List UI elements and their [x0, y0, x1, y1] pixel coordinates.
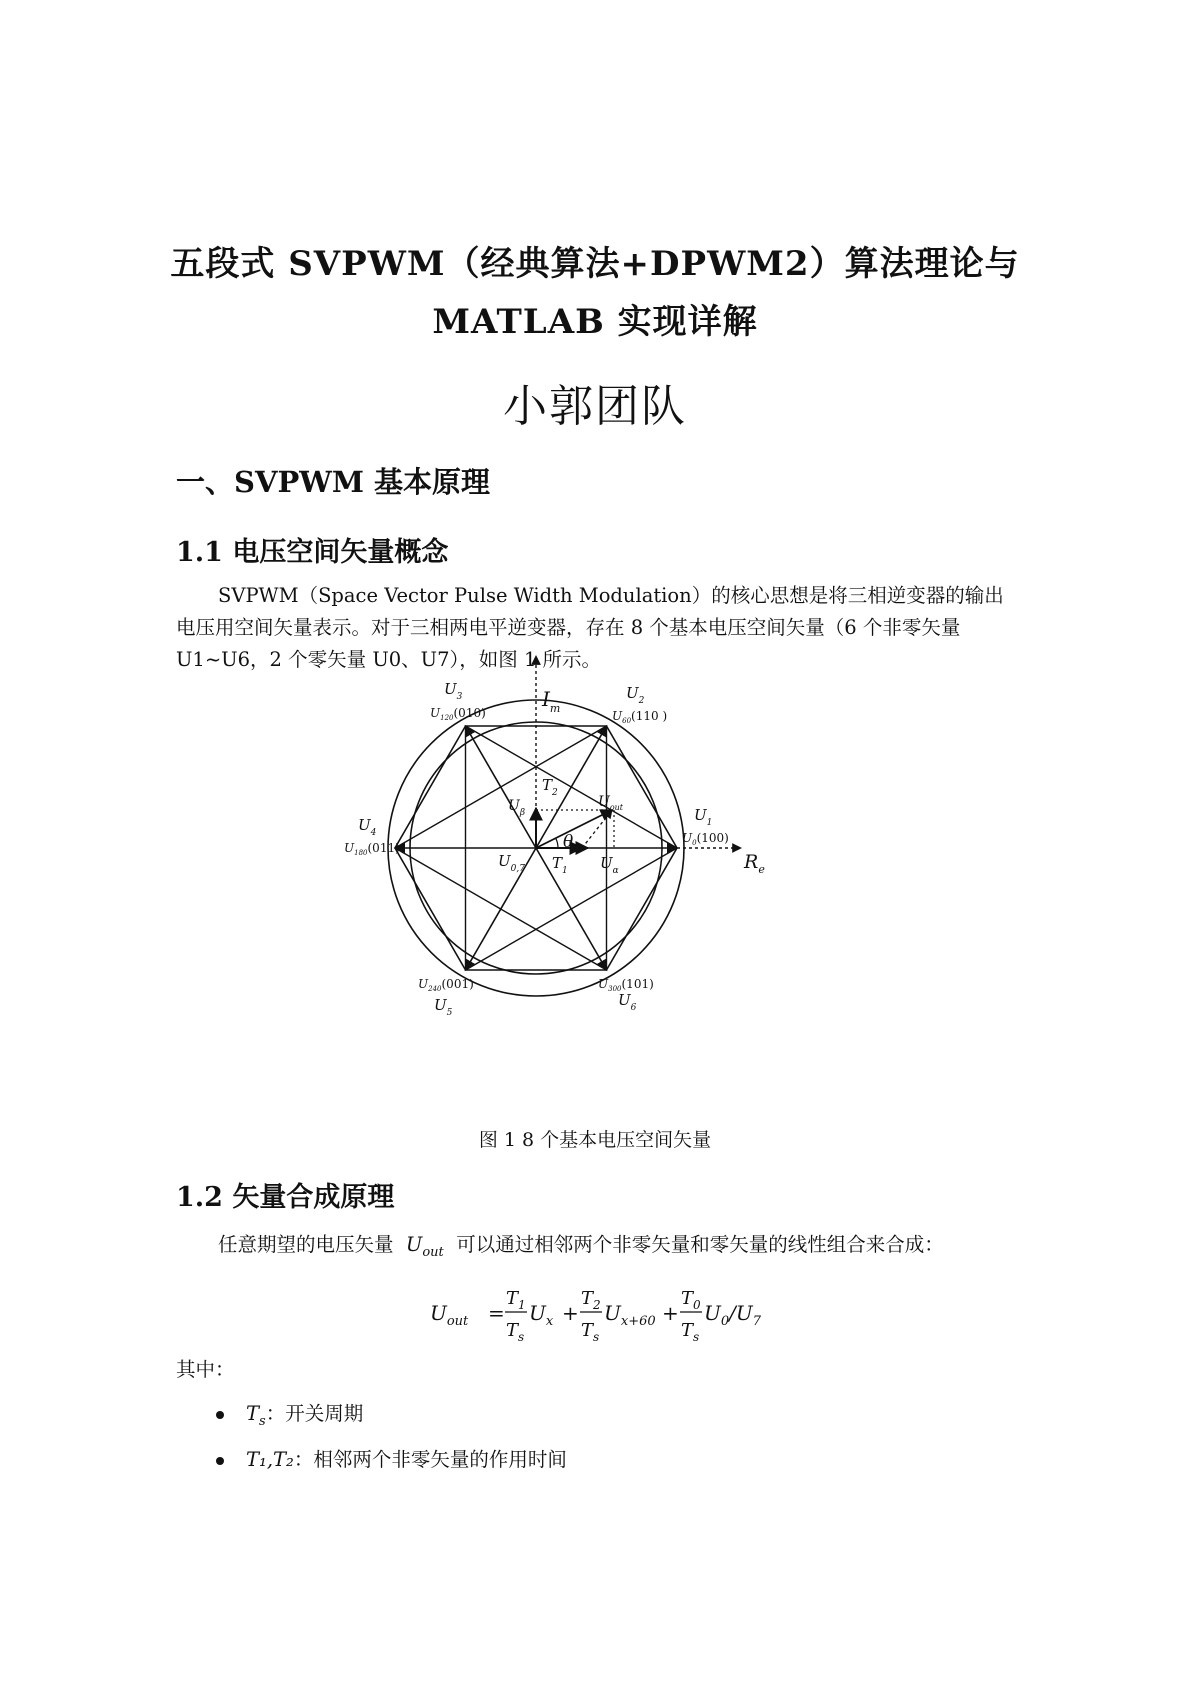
uout-inline [400, 1233, 450, 1260]
figure-caption: 图 1 8 个基本电压空间矢量 [478, 1129, 712, 1151]
vector-u6 [536, 848, 607, 970]
subsection-heading-1-1: 1.1 电压空间矢量概念 [176, 537, 449, 568]
label-u5-code: $U_{240}(001)$ [418, 977, 474, 993]
svg-text:Uout: $U_{out}$ [430, 1301, 469, 1329]
symbol-ts [246, 1402, 266, 1429]
label-ualpha: $U_\alpha$ [600, 854, 619, 876]
uout-inline-sub: out [422, 1244, 444, 1260]
symbol-t1-t2: T₁,T₂ [246, 1448, 294, 1471]
label-u3-code: $U_{120}(010)$ [430, 706, 486, 722]
definition-list [176, 1398, 567, 1490]
label-u2: $U_2$ [626, 684, 645, 706]
svg-text:Ux+60: $U_{x+60}$ [604, 1301, 656, 1329]
author: 小郭团队 [503, 381, 687, 432]
title-line-2: MATLAB 实现详解 [432, 302, 758, 342]
bullet-icon [216, 1457, 224, 1465]
symbol-ts-sub: s [259, 1413, 266, 1429]
label-u4: $U_4$ [358, 816, 377, 838]
paragraph-vector-concept: SVPWM（Space Vector Pulse Width Modulation）的核心思想是将三相逆变器的输出电压用空间矢量表示。对于三相两电平逆变器，存在 8 个基本电压空间矢量（6 个非零矢量 U1~U6，2 个零矢量 U0、U7），如图 1 所示。 [176, 584, 1004, 671]
label-u5: $U_5$ [434, 996, 453, 1018]
svg-text:T2: $T_2$ [581, 1288, 601, 1312]
uout-inline-symbol: U [405, 1233, 423, 1256]
label-t1: $T_1$ [552, 854, 568, 876]
label-u6-code: $U_{300}(101)$ [598, 977, 654, 993]
list-item [176, 1398, 567, 1444]
label-u07: $U_{0,7}$ [498, 852, 525, 874]
svg-text:=: = [488, 1301, 505, 1325]
svg-text:Ts: $T_s$ [506, 1320, 525, 1344]
label-u3: $U_3$ [444, 680, 463, 702]
where-label: 其中： [176, 1358, 235, 1381]
svg-text:Ts: $T_s$ [681, 1320, 700, 1344]
label-u1-code: $U_0(100)$ [682, 831, 729, 847]
label-ubeta: $U_\beta$ [508, 798, 526, 818]
label-u4-code: $U_{180}(011)$ [344, 841, 400, 857]
svg-text:T0: $T_0$ [681, 1288, 701, 1312]
space-vector-diagram [344, 680, 840, 1100]
bullet-text: ：开关周期 [265, 1402, 364, 1425]
section-heading: 一、SVPWM 基本原理 [176, 465, 491, 499]
paragraph2-prefix: 任意期望的电压矢量 [218, 1233, 394, 1256]
svg-text:U0/U7: $U_0/U_7$ [704, 1301, 762, 1329]
label-u2-code: $U_{60}(110$ ) [612, 709, 668, 725]
subsection-heading-1-2: 1.2 矢量合成原理 [176, 1182, 395, 1213]
svg-text:+: + [662, 1301, 679, 1325]
label-im: $I_m$ [542, 687, 561, 715]
symbol-ts-main: T [246, 1402, 260, 1425]
label-re: $R_e$ [744, 851, 765, 876]
title-line-1: 五段式 SVPWM（经典算法+DPWM2）算法理论与 [170, 244, 1020, 284]
label-u1: $U_1$ [694, 806, 713, 828]
list-item [176, 1444, 567, 1490]
bullet-text: ：相邻两个非零矢量的作用时间 [293, 1448, 567, 1471]
label-u6: $U_6$ [618, 991, 637, 1013]
theta-arc [556, 838, 558, 848]
svg-text:Ts: $T_s$ [581, 1320, 600, 1344]
vector-u3 [466, 726, 537, 848]
paragraph2-suffix: 可以通过相邻两个非零矢量和零矢量的线性组合来合成： [456, 1233, 944, 1256]
svg-text:Ux: $U_x$ [529, 1301, 554, 1329]
paragraph-synthesis [218, 1229, 1038, 1269]
label-uout: $U_{out}$ [598, 794, 623, 812]
synthesis-formula [430, 1276, 810, 1352]
label-t2: $T_2$ [542, 776, 558, 798]
svg-text:T1: $T_1$ [506, 1288, 526, 1312]
svg-text:+: + [562, 1301, 579, 1325]
bullet-icon [216, 1411, 224, 1419]
vector-t2 [582, 810, 612, 848]
label-theta: θ [563, 832, 574, 852]
